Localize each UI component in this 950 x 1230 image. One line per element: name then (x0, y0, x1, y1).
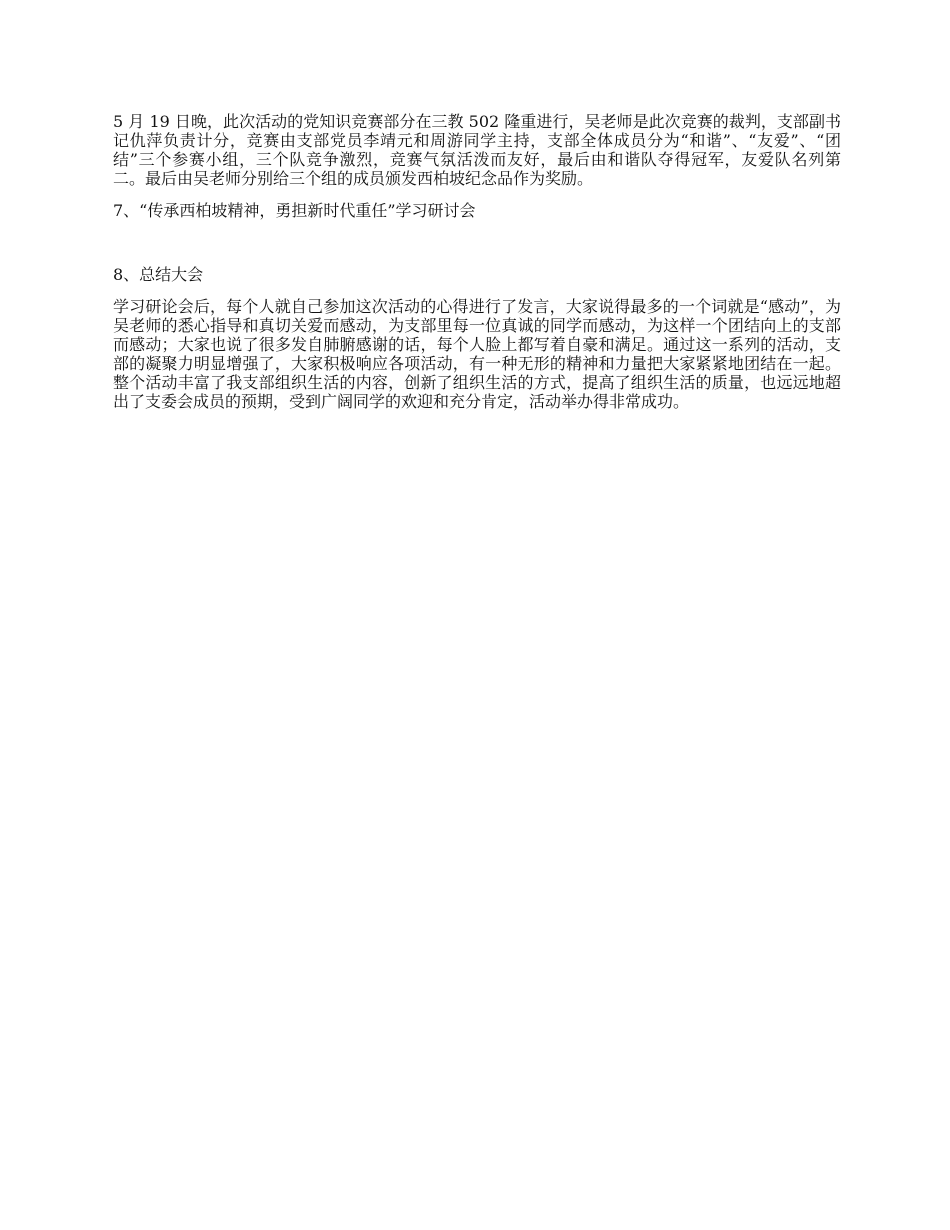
paragraph-summary: 学习研论会后，每个人就自己参加这次活动的心得进行了发言，大家说得最多的一个词就是“感动”，为吴老师的悉心指导和真切关爱而感动，为支部里每一位真诚的同学而感动，为这样一个团结向上的支部而感动；大家也说了很多发自肺腑感谢的话，每个人脸上都写着自豪和满足。通过这一系列的活动，支部的凝聚力明显增强了，大家积极响应各项活动，有一种无形的精神和力量把大家紧紧地团结在一起。整个活动丰富了我支部组织生活的内容，创新了组织生活的方式，提高了组织生活的质量，也远远地超出了支委会成员的预期，受到广阔同学的欢迎和充分肯定，活动举办得非常成功。 (113, 297, 841, 411)
section-heading-8: 8、总结大会 (113, 265, 204, 284)
document-body (113, 112, 841, 411)
paragraph-contest: 5 月 19 日晚，此次活动的党知识竞赛部分在三教 502 隆重进行，吴老师是此次竞赛的裁判，支部副书记仇萍负责计分，竞赛由支部党员李靖元和周游同学主持，支部全体成员分为“和谐”、“友爱”、“团结”三个参赛小组，三个队竞争激烈，竞赛气氛活泼而友好，最后由和谐队夺得冠军，友爱队名列第二。最后由吴老师分别给三个组的成员颁发西柏坡纪念品作为奖励。 (113, 112, 841, 188)
section-heading-7: 7、“传承西柏坡精神，勇担新时代重任”学习研讨会 (113, 201, 476, 220)
